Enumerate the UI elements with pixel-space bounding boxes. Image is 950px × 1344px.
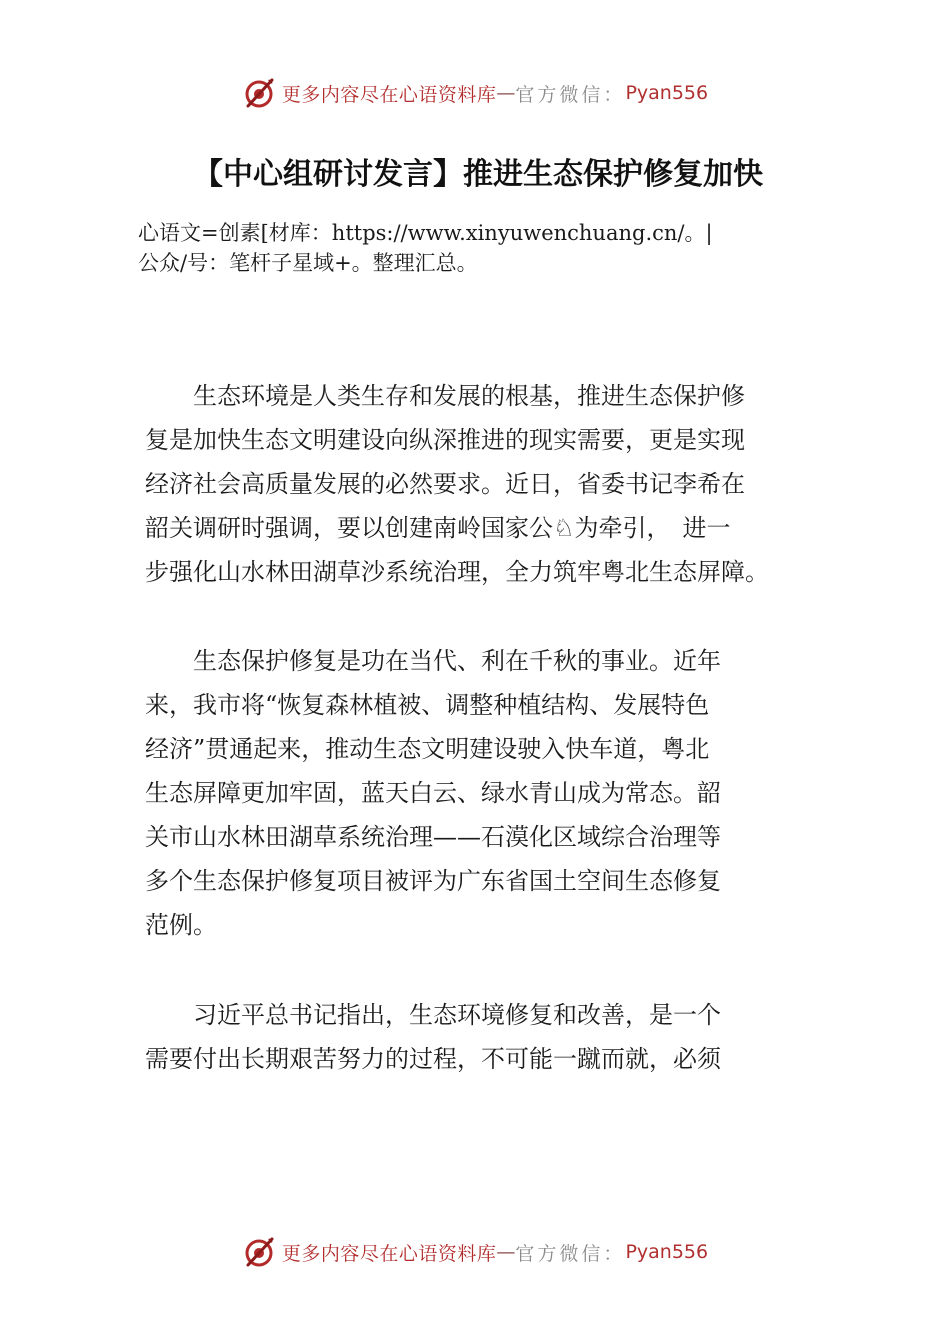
text-line: 习近平总书记指出，生态环境修复和改善，是一个 bbox=[145, 1001, 721, 1029]
document-title: 【中心组研讨发言】推进生态保护修复加快 bbox=[193, 157, 763, 192]
header-watermark bbox=[0, 73, 950, 113]
text-line: 经济”贯通起来，推动生态文明建设驶入快车道，粤北 bbox=[145, 735, 710, 763]
text-line: 经济社会高质量发展的必然要求。近日，省委书记李希在 bbox=[145, 470, 745, 498]
text-line: 来，我市将“恢复森林植被、调整种植结构、发展特色 bbox=[145, 691, 710, 719]
text-line: 需要付出长期艰苦努力的过程，不可能一蹴而就，必须 bbox=[145, 1045, 721, 1073]
paragraph-3 bbox=[145, 993, 845, 1081]
paragraph-2 bbox=[145, 639, 845, 947]
watermark-label: 官方微信： bbox=[515, 1242, 626, 1265]
source-info bbox=[138, 218, 838, 278]
source-line: 公众/号：笔杆子星域+。整理汇总。 bbox=[138, 251, 478, 275]
source-line: 心语文=创素[材库：https://www.xinyuwenchuang.cn/。| bbox=[138, 221, 713, 245]
watermark-wechat-id: Pyan556 bbox=[625, 1241, 709, 1263]
text-line: 生态保护修复是功在当代、利在千秋的事业。近年 bbox=[145, 647, 721, 675]
watermark-wechat-id: Pyan556 bbox=[625, 82, 709, 104]
text-line: 复是加快生态文明建设向纵深推进的现实需要，更是实现 bbox=[145, 426, 745, 454]
text-line: 关市山水林田湖草系统治理——石漠化区域综合治理等 bbox=[145, 823, 721, 851]
text-line: 范例。 bbox=[145, 911, 217, 939]
text-line: 韶关调研时强调，要以创建南岭国家公♘为牵引， 进一 bbox=[145, 514, 731, 542]
pen-logo-icon bbox=[242, 76, 276, 110]
text-line: 步强化山水林田湖草沙系统治理，全力筑牢粤北生态屏障。 bbox=[145, 558, 769, 586]
watermark-brand: 更多内容尽在心语资料库 bbox=[281, 83, 497, 106]
watermark-label: 官方微信： bbox=[515, 83, 626, 106]
footer-watermark bbox=[0, 1232, 950, 1272]
text-line: 多个生态保护修复项目被评为广东省国土空间生态修复 bbox=[145, 867, 721, 895]
watermark-separator: — bbox=[496, 82, 516, 104]
watermark-separator: — bbox=[496, 1241, 516, 1263]
pen-logo-icon bbox=[242, 1235, 276, 1269]
text-line: 生态环境是人类生存和发展的根基，推进生态保护修 bbox=[145, 382, 745, 410]
watermark-brand: 更多内容尽在心语资料库 bbox=[281, 1242, 497, 1265]
paragraph-1 bbox=[145, 374, 845, 594]
text-line: 生态屏障更加牢固，蓝天白云、绿水青山成为常态。韶 bbox=[145, 779, 721, 807]
